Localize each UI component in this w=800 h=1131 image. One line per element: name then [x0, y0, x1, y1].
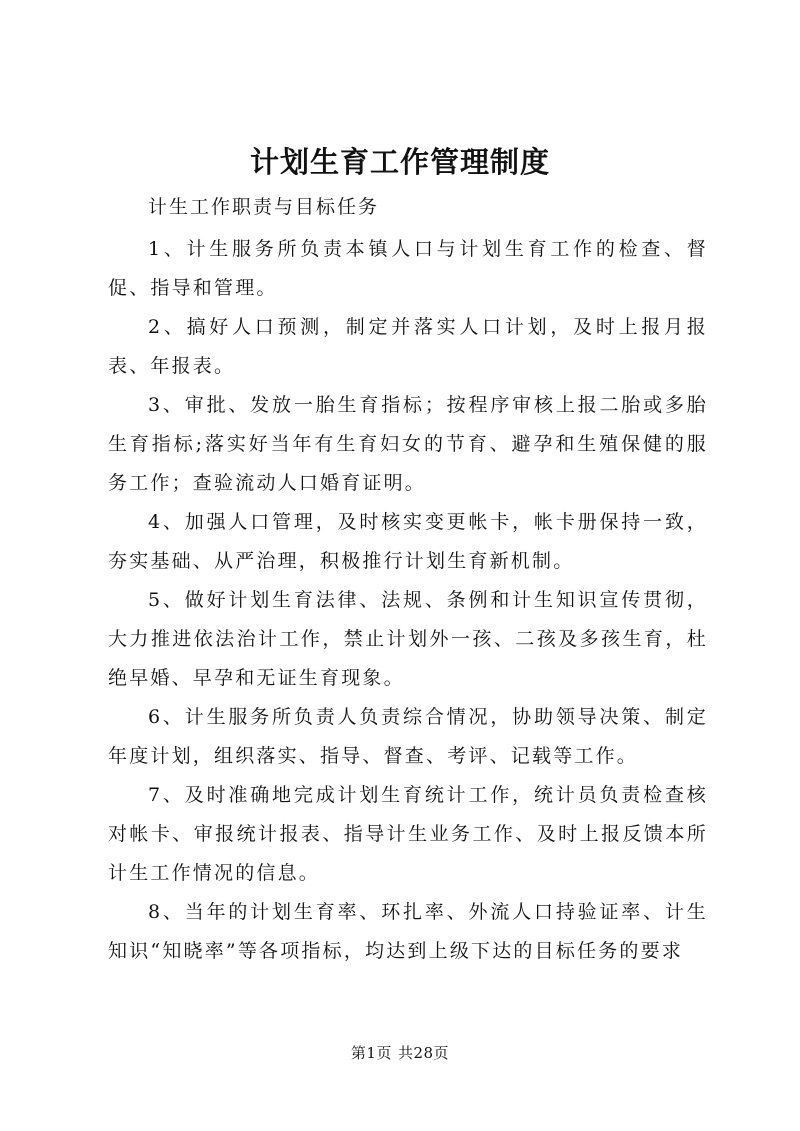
page-total: 共28页 [397, 1044, 450, 1062]
page-footer [0, 1043, 800, 1063]
document-body [108, 230, 708, 971]
document-title: 计划生育工作管理制度 [249, 145, 550, 179]
paragraph-1: 1、计生服务所负责本镇人口与计划生育工作的检查、督促、指导和管理。 [108, 238, 708, 299]
section-subtitle: 计生工作职责与目标任务 [148, 196, 380, 218]
paragraph-3: 3、审批、发放一胎生育指标；按程序审核上报二胎或多胎生育指标;落实好当年有生育妇女的节育、避孕和生殖保健的服务工作；查验流动人口婚育证明。 [108, 394, 708, 494]
paragraph-7: 7、及时准确地完成计划生育统计工作，统计员负责检查核对帐卡、审报统计报表、指导计生业务工作、及时上报反馈本所计生工作情况的信息。 [108, 784, 708, 884]
paragraph-4: 4、加强人口管理，及时核实变更帐卡，帐卡册保持一致，夯实基础、从严治理，积极推行计划生育新机制。 [108, 511, 708, 572]
paragraph-2: 2、搞好人口预测，制定并落实人口计划，及时上报月报表、年报表。 [108, 316, 708, 377]
paragraph-6: 6、计生服务所负责人负责综合情况，协助领导决策、制定年度计划，组织落实、指导、督查、考评、记载等工作。 [108, 706, 708, 767]
paragraph-5: 5、做好计划生育法律、法规、条例和计生知识宣传贯彻，大力推进依法治计工作，禁止计划外一孩、二孩及多孩生育，杜绝早婚、早孕和无证生育现象。 [108, 589, 708, 689]
page-number: 第1页 [350, 1044, 392, 1062]
paragraph-8: 8、当年的计划生育率、环扎率、外流人口持验证率、计生知识“知晓率”等各项指标，均达到上级下达的目标任务的要求 [108, 901, 708, 962]
